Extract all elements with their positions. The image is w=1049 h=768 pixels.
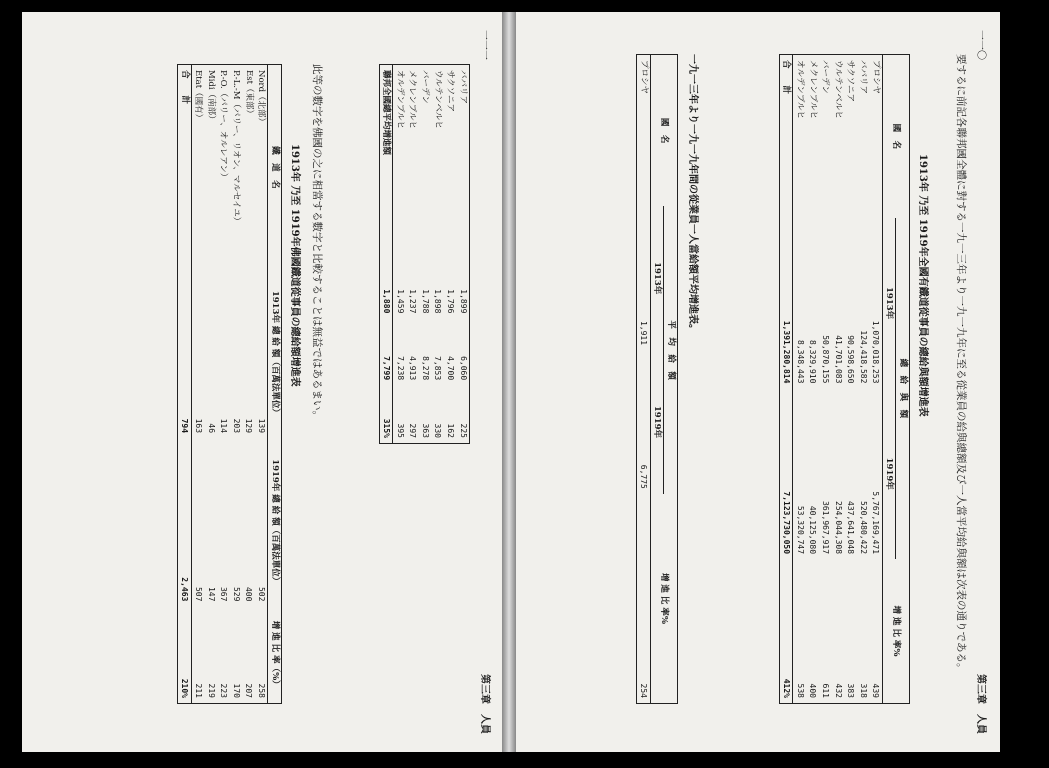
- table-row: [869, 55, 882, 704]
- table-row: [844, 55, 857, 704]
- running-head: 第三章 人員: [975, 674, 986, 734]
- value-1913: 1,237: [408, 289, 418, 314]
- col-1913: 1913年 總 給 額（百萬法單位）: [268, 270, 282, 438]
- ratio-value: 225: [458, 423, 468, 438]
- row-name: Est（東部）: [243, 70, 254, 118]
- salary-total-caption: 1913年 乃至 1919年全國有鐵道從事員の總給與額增進表: [917, 154, 928, 417]
- row-name: ウルテンベルヒ: [432, 70, 443, 129]
- value-1913: 129: [244, 418, 254, 434]
- ratio-value: 538: [795, 683, 805, 698]
- intro-paragraph: 要するに前記各聯邦國全體に對する一九一三年より一九一九年に至る從業員の給與總額及び一人當平均給與額は次表の通りである。: [955, 54, 967, 674]
- ratio-value: 363: [420, 423, 430, 438]
- ratio-value: 432: [833, 683, 843, 698]
- row-name: オルデンブルヒ: [394, 70, 405, 129]
- value-1913: 8,329,910: [808, 340, 818, 384]
- value-1913: 1,911: [639, 320, 649, 346]
- value-1919: 53,320,747: [795, 505, 805, 555]
- ratio-value: 223: [219, 683, 229, 698]
- total-1913: 1,880: [381, 289, 391, 314]
- value-1919: 254,044,308: [833, 501, 843, 555]
- table-row: [204, 65, 217, 704]
- ratio-value: 258: [257, 683, 267, 698]
- right-page: [516, 12, 1000, 752]
- col-1919: 1919年 總 給 額（百萬法單位）: [268, 438, 282, 606]
- table-row: [230, 65, 243, 704]
- row-name: サクソニア: [845, 60, 856, 102]
- total-ratio: 412%: [782, 678, 792, 698]
- total-1913: 1,391,280,814: [782, 320, 792, 384]
- total-1913: 794: [180, 418, 190, 434]
- row-name: Etat（國有）: [193, 70, 204, 123]
- total-1919: 7,799: [381, 356, 391, 381]
- table-row: [431, 65, 444, 444]
- row-name: プロシヤ: [638, 60, 649, 95]
- ratio-value: 207: [244, 683, 254, 698]
- row-name: バーデン: [420, 70, 431, 104]
- table-row: [242, 65, 255, 704]
- table-row: [831, 55, 844, 704]
- table-row: [819, 55, 832, 704]
- row-name: ババリア: [858, 60, 869, 95]
- value-1919: 520,480,422: [858, 501, 868, 555]
- ratio-value: 395: [395, 423, 405, 438]
- value-1919: 7,853: [433, 356, 443, 381]
- col-1919: 1919年: [650, 350, 664, 494]
- value-1913: 1,796: [446, 289, 456, 314]
- table-row: [217, 65, 230, 704]
- value-1919: 367: [219, 586, 229, 602]
- total-label: 合 計: [179, 70, 190, 105]
- value-1919: 8,278: [420, 356, 430, 381]
- ratio-value: 254: [639, 683, 649, 698]
- value-1919: 4,913: [408, 356, 418, 381]
- row-name: P.-L.-M（パリー、リオン、マルセイユ）: [231, 70, 242, 226]
- book-spine: [502, 12, 516, 752]
- row-name: Midi（南部）: [205, 70, 216, 124]
- table-row: [806, 55, 819, 704]
- table-row: [393, 65, 406, 444]
- value-1913: 46: [206, 423, 216, 434]
- ratio-value: 439: [871, 683, 881, 698]
- salary-total-table: [779, 54, 910, 704]
- value-1913: 163: [193, 418, 203, 434]
- table-row: [191, 65, 204, 704]
- value-1913: 114: [219, 418, 229, 434]
- value-1913: 124,418,582: [858, 330, 868, 384]
- value-1919: 147: [206, 586, 216, 602]
- total-1919: 7,123,730,050: [782, 491, 792, 555]
- value-1919: 4,700: [446, 356, 456, 381]
- ratio-value: 383: [846, 683, 856, 698]
- ratio-value: 330: [433, 423, 443, 438]
- ratio-value: 170: [231, 683, 241, 698]
- ratio-value: 611: [820, 683, 830, 698]
- value-1913: 41,701,083: [833, 335, 843, 384]
- total-label: 聯邦全國總平均增進額: [381, 70, 392, 156]
- ratio-value: 297: [408, 423, 418, 438]
- running-head: 第三章 人員: [479, 674, 490, 734]
- average-salary-caption: 一九一三年より一九一九年間の從業員一人當給額平均增進表。: [687, 54, 698, 334]
- average-salary-table-continued: [379, 64, 470, 444]
- table-row: [444, 65, 457, 444]
- row-name: メクレンブルヒ: [407, 70, 418, 129]
- row-name: プロシヤ: [870, 60, 881, 95]
- row-name: メクレンブルヒ: [807, 60, 818, 119]
- ratio-value: 162: [446, 423, 456, 438]
- value-1919: 5,767,169,471: [871, 491, 881, 555]
- value-1913: 1,459: [395, 289, 405, 314]
- col-country: 國 名: [882, 55, 909, 218]
- row-name: サクソニア: [445, 70, 456, 112]
- col-ratio: 增 進 比 率（%）: [268, 606, 282, 703]
- total-ratio: 210%: [180, 678, 190, 698]
- table-row: [419, 65, 432, 444]
- ratio-value: 211: [193, 683, 203, 698]
- value-1913: 1,899: [458, 289, 468, 314]
- value-1919: 400: [244, 586, 254, 602]
- value-1919: 529: [231, 586, 241, 602]
- table-row: [793, 55, 806, 704]
- table-row: [456, 65, 469, 444]
- ratio-value: 400: [808, 683, 818, 698]
- col-ratio: 增 進 比 率%: [882, 559, 909, 703]
- row-name: ババリア: [458, 70, 468, 105]
- row-name: Nord（北部）: [256, 70, 267, 127]
- table-row: [857, 55, 870, 704]
- ratio-value: 318: [858, 683, 868, 698]
- value-1919: 40,125,080: [808, 505, 818, 555]
- col-average-salary: 平 均 給 額: [664, 206, 678, 494]
- col-1919: 1919年: [882, 388, 896, 559]
- row-name: オルデンブルヒ: [795, 60, 805, 119]
- left-page: [22, 12, 502, 752]
- value-1919: 7,238: [395, 356, 405, 381]
- value-1919: 437,641,048: [846, 501, 856, 555]
- col-1913: 1913年: [650, 206, 664, 350]
- value-1919: 502: [257, 586, 267, 602]
- ratio-value: 219: [206, 683, 216, 698]
- value-1913: 1,788: [420, 289, 430, 314]
- col-ratio: 增 進 比 率%: [650, 494, 677, 704]
- value-1913: 1,898: [433, 289, 443, 314]
- french-table-caption: 1913年 乃至 1919年佛國鐵道從事員の總給額增進表: [289, 144, 300, 387]
- value-1913: 50,870,155: [820, 335, 830, 384]
- col-country: 國 名: [650, 55, 677, 207]
- col-railway: 鐵 道 名: [268, 65, 282, 270]
- page-number: 一一一: [479, 30, 490, 60]
- col-1913: 1913年: [882, 218, 896, 389]
- value-1913: 139: [257, 418, 267, 434]
- row-name: ウルテンベルヒ: [832, 60, 843, 119]
- total-ratio: 315%: [381, 418, 391, 438]
- comparison-note: 此等の數字を佛國の之に相當する數字と比較することは無益ではあるまい。: [311, 64, 323, 421]
- average-salary-table: [636, 54, 678, 704]
- value-1913: 90,598,650: [846, 335, 856, 384]
- value-1919: 361,967,917: [820, 501, 830, 555]
- row-name: P.-O.（パリー、オルレアン）: [218, 70, 229, 182]
- table-row: [637, 55, 651, 704]
- value-1919: 507: [193, 586, 203, 602]
- table-row: [255, 65, 268, 704]
- total-label: 合 計: [781, 60, 792, 95]
- page-number: 一一〇: [975, 30, 986, 60]
- value-1919: 6,775: [639, 464, 649, 489]
- total-1919: 2,463: [180, 577, 190, 602]
- value-1913: 203: [231, 418, 241, 434]
- row-name: バーデン: [820, 60, 831, 94]
- value-1919: 6,060: [458, 356, 468, 381]
- value-1913: 8,348,443: [795, 340, 805, 384]
- value-1913: 1,070,018,253: [871, 320, 881, 384]
- col-total-salary: 總 給 與 額: [896, 218, 910, 559]
- french-railway-table: [177, 64, 282, 704]
- table-row: [406, 65, 419, 444]
